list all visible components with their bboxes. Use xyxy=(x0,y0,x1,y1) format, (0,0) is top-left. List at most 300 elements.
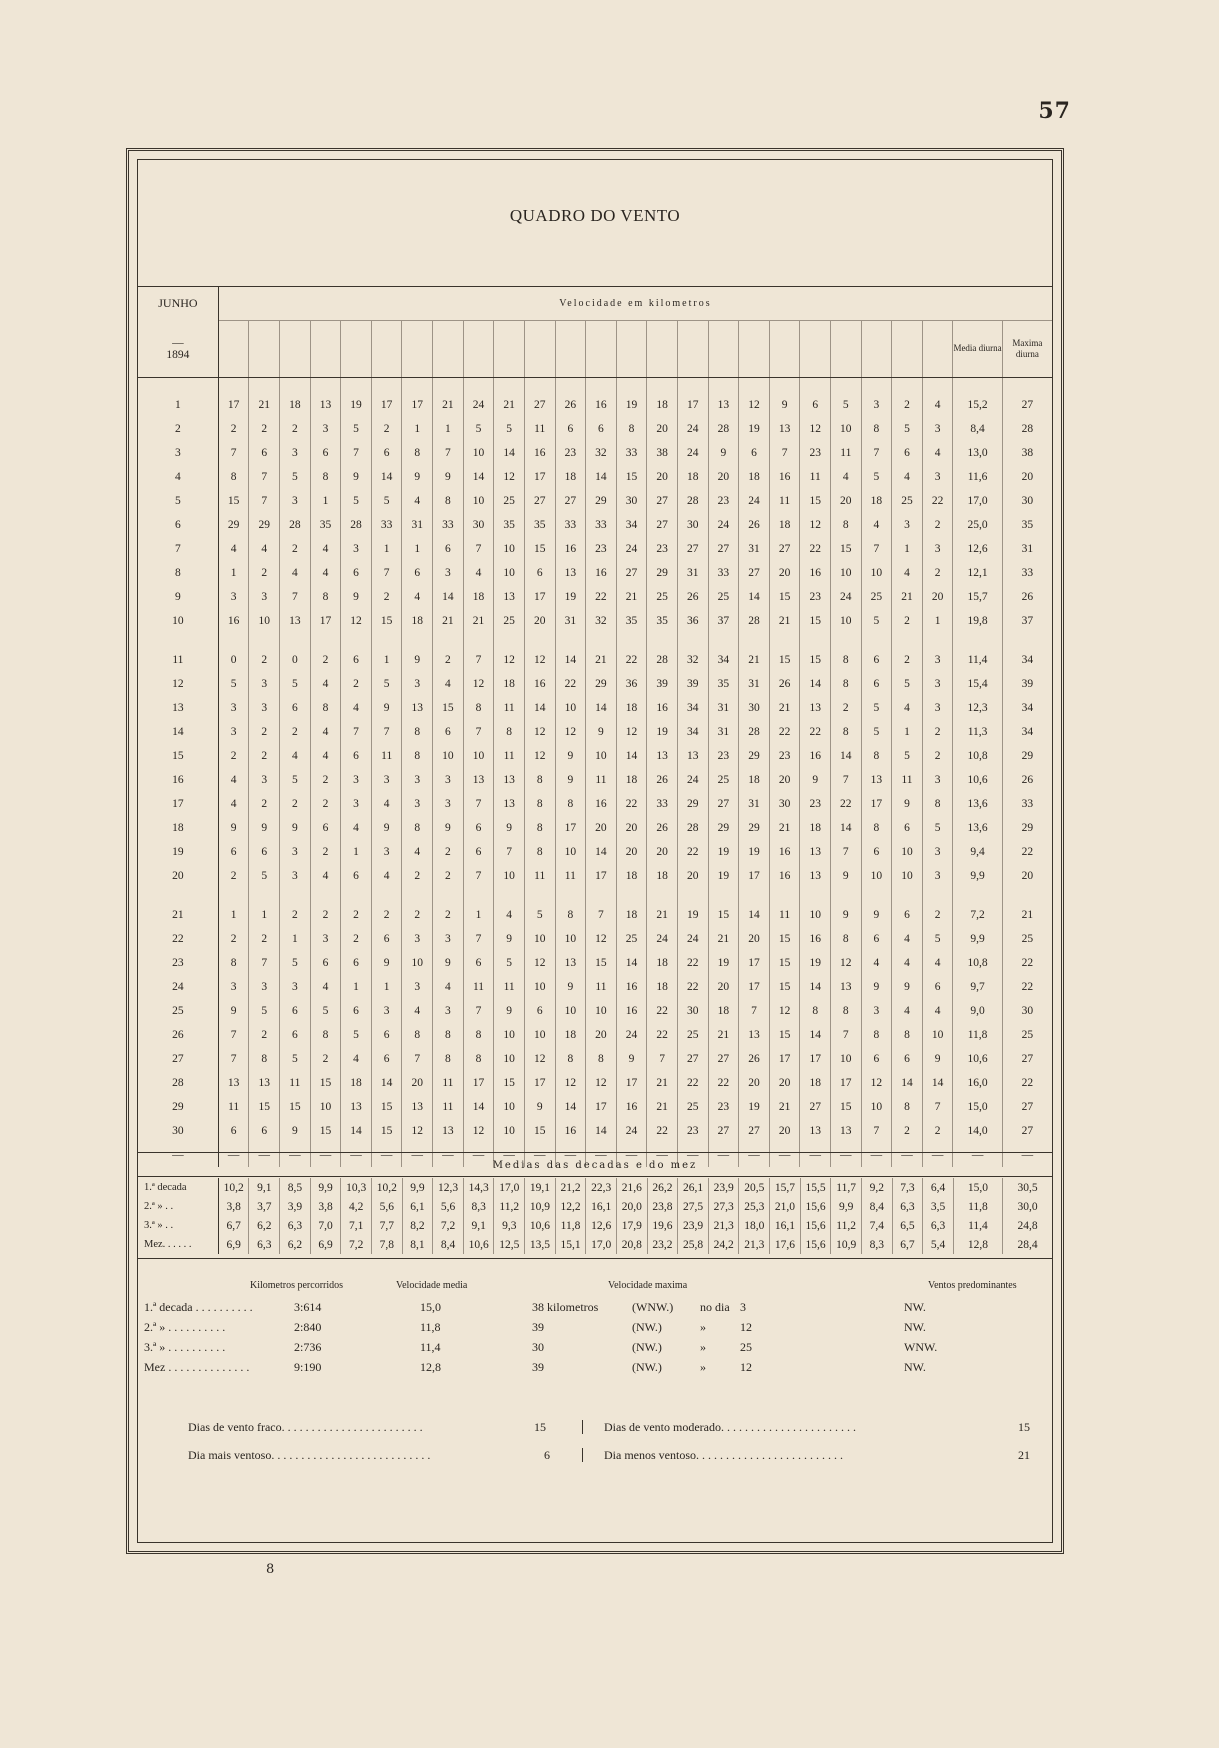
summary-day-prefix: no dia xyxy=(700,1300,730,1314)
spacer-cell xyxy=(463,377,494,393)
value-cell: 13 xyxy=(831,975,862,999)
dash-cell: — xyxy=(402,1143,433,1167)
value-cell: 12 xyxy=(616,720,647,744)
value-cell: 3 xyxy=(310,417,341,441)
value-cell: 3 xyxy=(341,537,372,561)
day-cell: 24 xyxy=(138,975,218,999)
value-cell: 10 xyxy=(494,1119,525,1143)
hour-header xyxy=(218,321,249,378)
divider xyxy=(138,1176,1052,1177)
dash-cell: — xyxy=(310,1143,341,1167)
table-row xyxy=(138,696,1052,720)
spacer-cell xyxy=(341,377,372,393)
spacer-cell xyxy=(433,633,464,648)
value-cell: 22 xyxy=(800,537,831,561)
maxima-cell: 39 xyxy=(1002,672,1052,696)
value-cell: 22 xyxy=(831,792,862,816)
dash-cell: — xyxy=(800,1143,831,1167)
value-cell: 27 xyxy=(616,561,647,585)
value-cell: 6 xyxy=(371,927,402,951)
value-cell: 3 xyxy=(433,999,464,1023)
value-cell: 7 xyxy=(463,927,494,951)
value-cell: 4 xyxy=(402,585,433,609)
value-cell: 4 xyxy=(892,696,923,720)
value-cell: 6 xyxy=(341,648,372,672)
dash-cell: — xyxy=(739,1143,770,1167)
media-cell: 19,8 xyxy=(953,609,1002,633)
value-cell: 12 xyxy=(524,1047,555,1071)
value-cell: 17 xyxy=(463,1071,494,1095)
value-cell: 11 xyxy=(218,1095,249,1119)
summary-row xyxy=(144,1360,1046,1380)
value-cell: 4 xyxy=(892,561,923,585)
summary-day: 3 xyxy=(740,1300,746,1314)
average-value: 23,9 xyxy=(708,1178,739,1197)
windiest-day-label: Dia mais ventoso. . . . . . . . . . . . . . . . . . . . . . . . . . . xyxy=(188,1448,431,1462)
value-cell: 6 xyxy=(433,720,464,744)
day-cell: 20 xyxy=(138,864,218,888)
value-cell: 9 xyxy=(555,744,586,768)
value-cell: 13 xyxy=(494,585,525,609)
average-row xyxy=(138,1216,1052,1235)
value-cell: 31 xyxy=(708,720,739,744)
value-cell: 14 xyxy=(586,696,617,720)
value-cell: 18 xyxy=(739,465,770,489)
average-value: 14,3 xyxy=(463,1178,494,1197)
value-cell: 7 xyxy=(341,720,372,744)
value-cell: 11 xyxy=(800,465,831,489)
table-row xyxy=(138,672,1052,696)
value-cell: 9 xyxy=(769,393,800,417)
day-cell: 28 xyxy=(138,1071,218,1095)
value-cell: 3 xyxy=(922,768,953,792)
average-value: 19,1 xyxy=(525,1178,556,1197)
value-cell: 6 xyxy=(371,1047,402,1071)
table-row xyxy=(138,489,1052,513)
table-row xyxy=(138,864,1052,888)
value-cell: 11 xyxy=(892,768,923,792)
day-cell: 22 xyxy=(138,927,218,951)
value-cell: 8 xyxy=(249,1047,280,1071)
maxima-cell: 20 xyxy=(1002,864,1052,888)
value-cell: 6 xyxy=(310,951,341,975)
value-cell: 10 xyxy=(892,864,923,888)
value-cell: 15 xyxy=(769,951,800,975)
value-cell: 10 xyxy=(831,1047,862,1071)
value-cell: 2 xyxy=(249,561,280,585)
value-cell: 34 xyxy=(708,648,739,672)
summary-row xyxy=(144,1320,1046,1340)
average-value: 6,4 xyxy=(923,1178,954,1197)
value-cell: 9 xyxy=(616,1047,647,1071)
summary-km: 3:614 xyxy=(294,1300,322,1314)
maxima-cell: 34 xyxy=(1002,648,1052,672)
value-cell: 14 xyxy=(371,465,402,489)
maxima-cell: 33 xyxy=(1002,792,1052,816)
average-value: 8,5 xyxy=(280,1178,311,1197)
value-cell: 20 xyxy=(586,816,617,840)
value-cell: 18 xyxy=(708,999,739,1023)
maxima-cell: 28 xyxy=(1002,417,1052,441)
value-cell: 2 xyxy=(310,840,341,864)
table-row xyxy=(138,1047,1052,1071)
value-cell: 21 xyxy=(494,393,525,417)
value-cell: 1 xyxy=(371,537,402,561)
page-title: QUADRO DO VENTO xyxy=(509,206,681,225)
table-row xyxy=(138,609,1052,633)
value-cell: 2 xyxy=(310,792,341,816)
spacer-cell xyxy=(708,888,739,903)
value-cell: 35 xyxy=(708,672,739,696)
value-cell: 7 xyxy=(249,951,280,975)
value-cell: 20 xyxy=(616,816,647,840)
value-cell: 16 xyxy=(586,393,617,417)
day-cell: 3 xyxy=(138,441,218,465)
day-cell: 27 xyxy=(138,1047,218,1071)
value-cell: 12 xyxy=(861,1071,892,1095)
average-value: 5,4 xyxy=(923,1235,954,1254)
value-cell: 10 xyxy=(310,1095,341,1119)
average-value: 20,8 xyxy=(616,1235,647,1254)
value-cell: 2 xyxy=(922,744,953,768)
value-cell: 3 xyxy=(922,840,953,864)
value-cell: 6 xyxy=(463,816,494,840)
value-cell: 6 xyxy=(341,951,372,975)
day-cell: 4 xyxy=(138,465,218,489)
least-windy-label: Dia menos ventoso. . . . . . . . . . . . . . . . . . . . . . . . . xyxy=(604,1448,843,1462)
spacer-cell xyxy=(892,888,923,903)
value-cell: 22 xyxy=(677,951,708,975)
value-cell: 16 xyxy=(555,537,586,561)
value-cell: 2 xyxy=(249,927,280,951)
value-cell: 21 xyxy=(647,903,678,927)
value-cell: 27 xyxy=(800,1095,831,1119)
maxima-header: Maxima diurna xyxy=(1002,321,1052,378)
value-cell: 5 xyxy=(249,999,280,1023)
value-cell: 12 xyxy=(555,720,586,744)
media-cell: 14,0 xyxy=(953,1119,1002,1143)
value-cell: 4 xyxy=(310,561,341,585)
value-cell: 10 xyxy=(861,864,892,888)
value-cell: 18 xyxy=(280,393,311,417)
average-value: 16,1 xyxy=(586,1197,617,1216)
value-cell: 10 xyxy=(524,975,555,999)
value-cell: 23 xyxy=(708,489,739,513)
value-cell: 4 xyxy=(310,720,341,744)
value-cell: 9 xyxy=(433,465,464,489)
value-cell: 9 xyxy=(800,768,831,792)
value-cell: 8 xyxy=(861,816,892,840)
day-cell: 2 xyxy=(138,417,218,441)
value-cell: 15 xyxy=(371,609,402,633)
value-cell: 21 xyxy=(769,696,800,720)
table-row xyxy=(138,441,1052,465)
spacer-cell xyxy=(677,377,708,393)
value-cell: 6 xyxy=(922,975,953,999)
value-cell: 14 xyxy=(586,465,617,489)
spacer-cell xyxy=(524,377,555,393)
value-cell: 15 xyxy=(831,1095,862,1119)
value-cell: 2 xyxy=(922,1119,953,1143)
media-cell: 10,6 xyxy=(953,768,1002,792)
value-cell: 9 xyxy=(708,441,739,465)
value-cell: 13 xyxy=(769,417,800,441)
spacer-cell xyxy=(280,888,311,903)
average-value: 15,6 xyxy=(800,1216,831,1235)
media-cell: 11,3 xyxy=(953,720,1002,744)
value-cell: 25 xyxy=(861,585,892,609)
value-cell: 8 xyxy=(922,792,953,816)
table-row xyxy=(138,840,1052,864)
value-cell: 3 xyxy=(433,927,464,951)
value-cell: 8 xyxy=(616,417,647,441)
table-row xyxy=(138,768,1052,792)
hour-header xyxy=(524,321,555,378)
spacer-cell xyxy=(1002,633,1052,648)
value-cell: 14 xyxy=(892,1071,923,1095)
value-cell: 9 xyxy=(555,975,586,999)
value-cell: 16 xyxy=(800,561,831,585)
maxima-cell: 22 xyxy=(1002,1071,1052,1095)
value-cell: 15 xyxy=(371,1119,402,1143)
value-cell: 16 xyxy=(616,999,647,1023)
average-value: 7,2 xyxy=(341,1235,372,1254)
dash-cell: — xyxy=(341,1143,372,1167)
table-row xyxy=(138,792,1052,816)
value-cell: 10 xyxy=(800,903,831,927)
value-cell: 24 xyxy=(677,441,708,465)
value-cell: 13 xyxy=(647,744,678,768)
value-cell: 6 xyxy=(586,417,617,441)
value-cell: 11 xyxy=(463,975,494,999)
value-cell: 28 xyxy=(677,489,708,513)
value-cell: 26 xyxy=(677,585,708,609)
spacer-cell xyxy=(1002,888,1052,903)
average-value: 7,0 xyxy=(310,1216,341,1235)
average-value: 10,3 xyxy=(341,1178,372,1197)
value-cell: 29 xyxy=(647,561,678,585)
value-cell: 10 xyxy=(463,489,494,513)
value-cell: 35 xyxy=(616,609,647,633)
value-cell: 17 xyxy=(677,393,708,417)
average-value: 7,8 xyxy=(371,1235,402,1254)
average-value: 23,2 xyxy=(647,1235,678,1254)
value-cell: 13 xyxy=(402,1095,433,1119)
average-value: 23,8 xyxy=(647,1197,678,1216)
average-value: 27,3 xyxy=(708,1197,739,1216)
spacer-cell xyxy=(494,633,525,648)
maxima-cell: 30 xyxy=(1002,489,1052,513)
value-cell: 7 xyxy=(463,648,494,672)
table-row xyxy=(138,1071,1052,1095)
value-cell: 8 xyxy=(861,744,892,768)
value-cell: 7 xyxy=(922,1095,953,1119)
spacer-cell xyxy=(402,377,433,393)
spacer-cell xyxy=(524,633,555,648)
spacer-cell xyxy=(218,377,249,393)
spacer-cell xyxy=(433,888,464,903)
value-cell: 2 xyxy=(892,648,923,672)
average-value: 9,1 xyxy=(463,1216,494,1235)
value-cell: 15 xyxy=(769,1023,800,1047)
value-cell: 27 xyxy=(708,537,739,561)
spacer-cell xyxy=(555,888,586,903)
value-cell: 13 xyxy=(433,1119,464,1143)
value-cell: 20 xyxy=(616,840,647,864)
media-cell: 9,9 xyxy=(953,864,1002,888)
value-cell: 3 xyxy=(218,720,249,744)
spacer-cell xyxy=(249,633,280,648)
value-cell: 6 xyxy=(371,441,402,465)
value-cell: 11 xyxy=(524,417,555,441)
value-cell: 7 xyxy=(371,720,402,744)
value-cell: 9 xyxy=(249,816,280,840)
dash-cell: — xyxy=(1002,1143,1052,1167)
value-cell: 2 xyxy=(433,903,464,927)
value-cell: 3 xyxy=(280,489,311,513)
hour-header xyxy=(371,321,402,378)
value-cell: 8 xyxy=(433,1023,464,1047)
table-row xyxy=(138,465,1052,489)
average-value: 17,9 xyxy=(616,1216,647,1235)
value-cell: 2 xyxy=(922,561,953,585)
value-cell: 10 xyxy=(892,840,923,864)
summary-direction: (WNW.) xyxy=(632,1300,674,1314)
value-cell: 30 xyxy=(463,513,494,537)
value-cell: 7 xyxy=(402,1047,433,1071)
average-value: 23,9 xyxy=(678,1216,709,1235)
value-cell: 22 xyxy=(616,648,647,672)
value-cell: 3 xyxy=(280,441,311,465)
value-cell: 28 xyxy=(739,720,770,744)
average-value: 9,1 xyxy=(249,1178,280,1197)
value-cell: 7 xyxy=(249,489,280,513)
average-value: 5,6 xyxy=(371,1197,402,1216)
spacer-cell xyxy=(218,633,249,648)
summary-direction: (NW.) xyxy=(632,1340,662,1354)
value-cell: 3 xyxy=(280,864,311,888)
value-cell: 22 xyxy=(922,489,953,513)
average-value: 8,3 xyxy=(861,1235,892,1254)
summary-label: 1.ª decada . . . . . . . . . . xyxy=(144,1300,253,1314)
average-value: 9,2 xyxy=(861,1178,892,1197)
summary-vel: 15,0 xyxy=(420,1300,441,1314)
value-cell: 8 xyxy=(861,417,892,441)
summary-km: 9:190 xyxy=(294,1360,322,1374)
value-cell: 15 xyxy=(800,648,831,672)
average-maxima: 28,4 xyxy=(1017,1238,1038,1251)
title-area xyxy=(138,160,1052,287)
dash-cell: — xyxy=(861,1143,892,1167)
value-cell: 9 xyxy=(341,585,372,609)
dash-cell: — xyxy=(677,1143,708,1167)
value-cell: 3 xyxy=(218,585,249,609)
summary-day: 25 xyxy=(740,1340,752,1354)
value-cell: 29 xyxy=(739,744,770,768)
value-cell: 22 xyxy=(647,1023,678,1047)
value-cell: 2 xyxy=(831,696,862,720)
value-cell: 18 xyxy=(647,951,678,975)
value-cell: 25 xyxy=(616,927,647,951)
average-value: 6,7 xyxy=(892,1235,923,1254)
value-cell: 10 xyxy=(463,744,494,768)
table-row xyxy=(138,720,1052,744)
value-cell: 9 xyxy=(371,816,402,840)
spacer-cell xyxy=(1002,377,1052,393)
value-cell: 3 xyxy=(922,465,953,489)
spacer-cell xyxy=(586,888,617,903)
value-cell: 4 xyxy=(861,951,892,975)
value-cell: 21 xyxy=(463,609,494,633)
value-cell: 10 xyxy=(922,1023,953,1047)
media-cell: 12,1 xyxy=(953,561,1002,585)
value-cell: 9 xyxy=(524,1095,555,1119)
value-cell: 8 xyxy=(892,1095,923,1119)
value-cell: 15 xyxy=(708,903,739,927)
value-cell: 9 xyxy=(494,927,525,951)
value-cell: 11 xyxy=(494,696,525,720)
dash-cell: — xyxy=(494,1143,525,1167)
value-cell: 32 xyxy=(677,648,708,672)
value-cell: 3 xyxy=(892,513,923,537)
value-cell: 9 xyxy=(831,864,862,888)
average-value: 6,5 xyxy=(892,1216,923,1235)
value-cell: 5 xyxy=(861,465,892,489)
value-cell: 5 xyxy=(861,720,892,744)
value-cell: 9 xyxy=(402,648,433,672)
value-cell: 29 xyxy=(739,816,770,840)
value-cell: 13 xyxy=(861,768,892,792)
value-cell: 19 xyxy=(616,393,647,417)
media-cell: 9,7 xyxy=(953,975,1002,999)
hour-header xyxy=(433,321,464,378)
spacer-cell xyxy=(708,633,739,648)
value-cell: 13 xyxy=(402,696,433,720)
value-cell: 10 xyxy=(831,561,862,585)
maxima-cell: 27 xyxy=(1002,393,1052,417)
value-cell: 14 xyxy=(831,816,862,840)
value-cell: 9 xyxy=(922,1047,953,1071)
summary-km: 2:736 xyxy=(294,1340,322,1354)
divider xyxy=(138,1258,1052,1259)
value-cell: 7 xyxy=(218,1047,249,1071)
hour-header xyxy=(677,321,708,378)
sheet-mark: 8 xyxy=(266,1562,275,1577)
maxima-cell: 20 xyxy=(1002,465,1052,489)
value-cell: 25 xyxy=(494,489,525,513)
value-cell: 22 xyxy=(677,975,708,999)
value-cell: 4 xyxy=(402,840,433,864)
average-value: 19,6 xyxy=(647,1216,678,1235)
value-cell: 6 xyxy=(341,561,372,585)
media-cell: 16,0 xyxy=(953,1071,1002,1095)
value-cell: 19 xyxy=(708,864,739,888)
value-cell: 22 xyxy=(647,999,678,1023)
value-cell: 3 xyxy=(371,999,402,1023)
summary-wind: WNW. xyxy=(904,1340,938,1354)
average-value: 21,3 xyxy=(739,1235,770,1254)
value-cell: 22 xyxy=(616,792,647,816)
maxima-cell: 27 xyxy=(1002,1047,1052,1071)
value-cell: 20 xyxy=(647,465,678,489)
summary-max: 30 xyxy=(532,1340,544,1354)
value-cell: 11 xyxy=(433,1071,464,1095)
value-cell: 39 xyxy=(647,672,678,696)
value-cell: 5 xyxy=(524,903,555,927)
spacer-cell xyxy=(800,888,831,903)
value-cell: 30 xyxy=(616,489,647,513)
average-value: 11,2 xyxy=(494,1197,525,1216)
